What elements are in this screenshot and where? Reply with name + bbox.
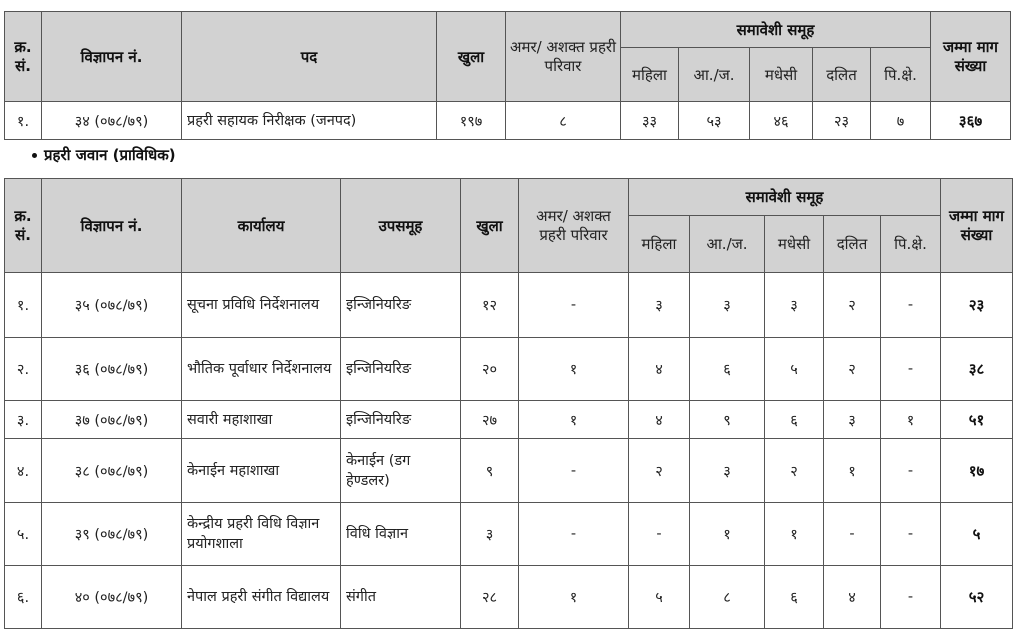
cell-dalit: ४: [824, 566, 881, 629]
cell-open: २८: [461, 566, 519, 629]
cell-madhesi: ५: [765, 338, 824, 401]
cell-ad-no: ३६ (०७८/७९): [42, 338, 182, 401]
cell-women: -: [629, 503, 690, 566]
header-inclusive-group: समावेशी समूह: [621, 12, 931, 48]
cell-subgroup: इन्जिनियरिङ: [341, 273, 461, 338]
table-row: [5, 566, 1013, 629]
cell-serial-no: २.: [5, 338, 42, 401]
cell-backward-region: ७: [871, 102, 931, 140]
header-inclusive-group: समावेशी समूह: [629, 179, 941, 216]
cell-total: १७: [941, 439, 1013, 503]
cell-women: ४: [629, 401, 690, 439]
header-women: महिला: [629, 216, 690, 273]
section-heading-text: प्रहरी जवान (प्राविधिक): [44, 146, 176, 164]
header-madhesi: मधेसी: [765, 216, 824, 273]
post-demand-table: [4, 11, 1011, 140]
cell-madhesi: ६: [765, 566, 824, 629]
table-row: [5, 439, 1013, 503]
cell-dalit: २३: [813, 102, 871, 140]
cell-total: ३८: [941, 338, 1013, 401]
cell-subgroup: विधि विज्ञान: [341, 503, 461, 566]
cell-serial-no: १.: [5, 273, 42, 338]
cell-subgroup: इन्जिनियरिङ: [341, 401, 461, 439]
cell-ad-no: ४० (०७८/७९): [42, 566, 182, 629]
header-martyr-family: अमर/ अशक्त प्रहरी परिवार: [519, 179, 629, 273]
header-post: पद: [182, 12, 437, 102]
cell-subgroup: इन्जिनियरिङ: [341, 338, 461, 401]
cell-dalit: २: [824, 273, 881, 338]
cell-serial-no: ४.: [5, 439, 42, 503]
cell-serial-no: ३.: [5, 401, 42, 439]
bullet-icon: [32, 153, 37, 158]
cell-dalit: २: [824, 338, 881, 401]
header-indigenous: आ./ज.: [679, 48, 750, 102]
cell-office: सवारी महाशाखा: [182, 401, 341, 439]
cell-women: ४: [629, 338, 690, 401]
cell-ad-no: ३४ (०७८/७९): [42, 102, 182, 140]
cell-office: नेपाल प्रहरी संगीत विद्यालय: [182, 566, 341, 629]
cell-office: केन्द्रीय प्रहरी विधि विज्ञान प्रयोगशाला: [182, 503, 341, 566]
cell-ad-no: ३९ (०७८/७९): [42, 503, 182, 566]
cell-open: १९७: [437, 102, 506, 140]
header-ad-no: विज्ञापन नं.: [42, 179, 182, 273]
cell-dalit: १: [824, 439, 881, 503]
cell-martyr-family: १: [519, 566, 629, 629]
cell-women: ३३: [621, 102, 679, 140]
cell-madhesi: २: [765, 439, 824, 503]
technical-constable-demand-table: [4, 178, 1013, 629]
cell-office: भौतिक पूर्वाधार निर्देशनालय: [182, 338, 341, 401]
cell-office: केनाईन महाशाखा: [182, 439, 341, 503]
cell-martyr-family: ८: [506, 102, 621, 140]
table-row: [5, 338, 1013, 401]
cell-serial-no: ५.: [5, 503, 42, 566]
cell-serial-no: ६.: [5, 566, 42, 629]
cell-office: सूचना प्रविधि निर्देशनालय: [182, 273, 341, 338]
cell-dalit: -: [824, 503, 881, 566]
table-row: [5, 102, 1011, 140]
cell-total: ५१: [941, 401, 1013, 439]
cell-serial-no: १.: [5, 102, 42, 140]
cell-indigenous: ६: [690, 338, 765, 401]
cell-madhesi: ६: [765, 401, 824, 439]
header-serial-no: क्र. सं.: [5, 179, 42, 273]
cell-backward-region: १: [881, 401, 941, 439]
header-open: खुला: [461, 179, 519, 273]
cell-ad-no: ३५ (०७८/७९): [42, 273, 182, 338]
cell-indigenous: ५३: [679, 102, 750, 140]
cell-open: १२: [461, 273, 519, 338]
cell-martyr-family: १: [519, 401, 629, 439]
cell-martyr-family: -: [519, 503, 629, 566]
cell-subgroup: केनाईन (डग हेण्डलर): [341, 439, 461, 503]
cell-martyr-family: -: [519, 273, 629, 338]
header-backward-region: पि.क्षे.: [881, 216, 941, 273]
cell-women: ३: [629, 273, 690, 338]
cell-martyr-family: १: [519, 338, 629, 401]
cell-indigenous: ३: [690, 273, 765, 338]
header-total-demand: जम्मा माग संख्या: [931, 12, 1011, 102]
header-ad-no: विज्ञापन नं.: [42, 12, 182, 102]
cell-total: २३: [941, 273, 1013, 338]
cell-post: प्रहरी सहायक निरीक्षक (जनपद): [182, 102, 437, 140]
cell-backward-region: -: [881, 338, 941, 401]
header-subgroup: उपसमूह: [341, 179, 461, 273]
cell-open: २७: [461, 401, 519, 439]
header-dalit: दलित: [824, 216, 881, 273]
cell-indigenous: ८: [690, 566, 765, 629]
cell-backward-region: -: [881, 503, 941, 566]
cell-women: ५: [629, 566, 690, 629]
cell-ad-no: ३८ (०७८/७९): [42, 439, 182, 503]
header-indigenous: आ./ज.: [690, 216, 765, 273]
cell-total: ५: [941, 503, 1013, 566]
cell-backward-region: -: [881, 439, 941, 503]
cell-indigenous: ९: [690, 401, 765, 439]
cell-open: २०: [461, 338, 519, 401]
cell-open: ३: [461, 503, 519, 566]
section-heading: [32, 145, 176, 165]
header-open: खुला: [437, 12, 506, 102]
cell-indigenous: १: [690, 503, 765, 566]
header-dalit: दलित: [813, 48, 871, 102]
cell-martyr-family: -: [519, 439, 629, 503]
header-office: कार्यालय: [182, 179, 341, 273]
cell-dalit: ३: [824, 401, 881, 439]
cell-madhesi: ३: [765, 273, 824, 338]
cell-indigenous: ३: [690, 439, 765, 503]
header-martyr-family: अमर/ अशक्त प्रहरी परिवार: [506, 12, 621, 102]
cell-subgroup: संगीत: [341, 566, 461, 629]
cell-total: ५२: [941, 566, 1013, 629]
table-row: [5, 273, 1013, 338]
cell-open: ९: [461, 439, 519, 503]
cell-total: ३६७: [931, 102, 1011, 140]
header-women: महिला: [621, 48, 679, 102]
cell-backward-region: -: [881, 566, 941, 629]
table-row: [5, 503, 1013, 566]
cell-madhesi: १: [765, 503, 824, 566]
cell-madhesi: ४६: [750, 102, 813, 140]
header-total-demand: जम्मा माग संख्या: [941, 179, 1013, 273]
header-serial-no: क्र. सं.: [5, 12, 42, 102]
table-row: [5, 401, 1013, 439]
cell-backward-region: -: [881, 273, 941, 338]
cell-women: २: [629, 439, 690, 503]
header-backward-region: पि.क्षे.: [871, 48, 931, 102]
cell-ad-no: ३७ (०७८/७९): [42, 401, 182, 439]
header-madhesi: मधेसी: [750, 48, 813, 102]
